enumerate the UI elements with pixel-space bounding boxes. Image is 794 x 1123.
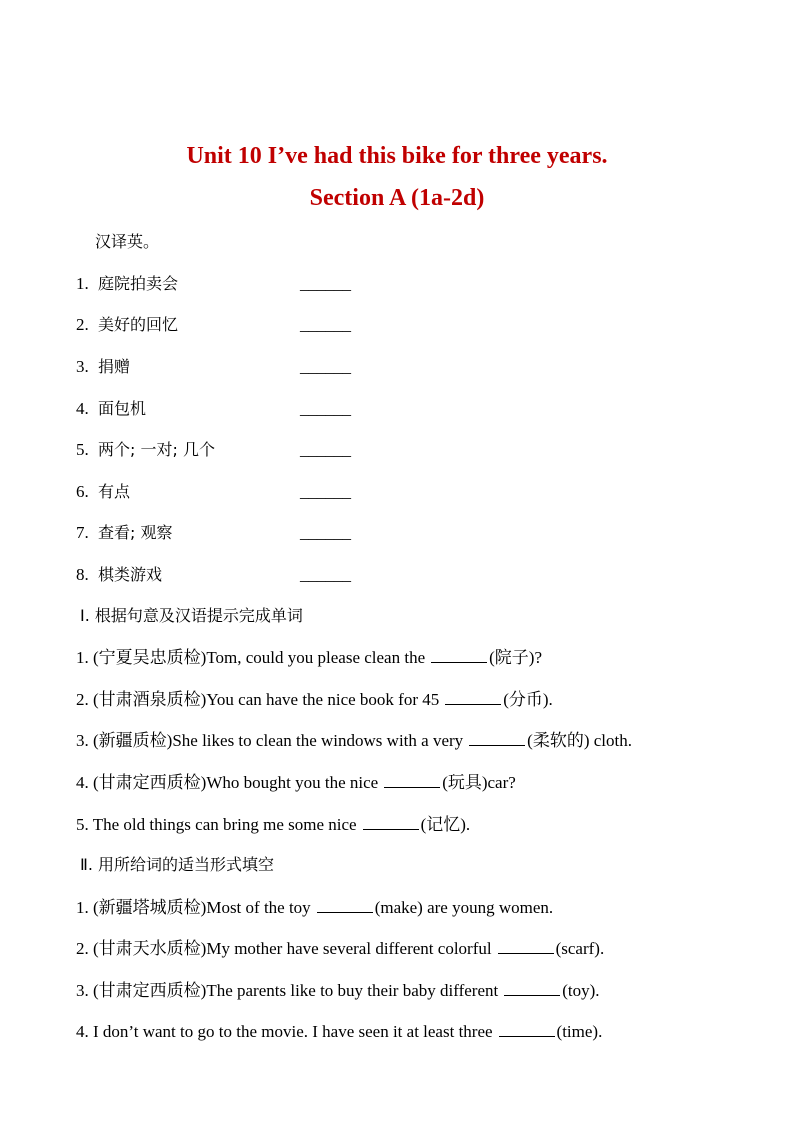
section2-item bbox=[76, 939, 604, 959]
answer-blank[interactable]: ______ bbox=[300, 315, 351, 334]
item-hint: (院子)? bbox=[489, 648, 542, 667]
vocab-item bbox=[76, 482, 130, 502]
section1-item bbox=[76, 815, 470, 835]
item-prompt: 4. (甘肃定西质检)Who bought you the nice bbox=[76, 773, 379, 792]
item-number: 5. bbox=[76, 440, 89, 459]
answer-blank[interactable]: ______ bbox=[300, 482, 351, 501]
section2-heading: Ⅱ. 用所给词的适当形式填空 bbox=[80, 855, 275, 874]
section2-item bbox=[76, 1022, 602, 1042]
answer-blank[interactable] bbox=[445, 690, 501, 705]
vocab-item bbox=[76, 523, 172, 543]
item-prompt: 1. (宁夏吴忠质检)Tom, could you please clean the bbox=[76, 648, 426, 667]
vocab-item bbox=[76, 399, 146, 419]
item-text: 棋类游戏 bbox=[98, 565, 163, 584]
item-hint: (make) are young women. bbox=[374, 898, 554, 917]
item-number: 6. bbox=[76, 482, 89, 501]
answer-blank[interactable] bbox=[499, 1022, 555, 1037]
item-number: 8. bbox=[76, 565, 89, 584]
item-prompt: 2. (甘肃天水质检)My mother have several different colorful bbox=[76, 939, 492, 958]
section1-item bbox=[76, 731, 632, 751]
answer-blank[interactable] bbox=[504, 981, 560, 996]
section1-item bbox=[76, 648, 542, 668]
answer-blank[interactable]: ______ bbox=[300, 399, 351, 418]
item-prompt: 2. (甘肃酒泉质检)You can have the nice book for 45 bbox=[76, 690, 440, 709]
page-title-line1: Unit 10 I’ve had this bike for three years. bbox=[186, 143, 608, 169]
answer-blank[interactable]: ______ bbox=[300, 274, 351, 293]
section1-item bbox=[76, 690, 553, 710]
item-number: 1. bbox=[76, 274, 89, 293]
item-number: 4. bbox=[76, 399, 89, 418]
item-text: 有点 bbox=[98, 482, 131, 501]
item-hint: (柔软的) cloth. bbox=[527, 731, 632, 750]
answer-blank[interactable]: ______ bbox=[300, 440, 351, 459]
item-text: 美好的回忆 bbox=[98, 315, 179, 334]
item-hint: (scarf). bbox=[555, 939, 605, 958]
item-hint: (toy). bbox=[562, 981, 600, 1000]
item-text: 捐赠 bbox=[98, 357, 131, 376]
section2-item bbox=[76, 981, 600, 1001]
item-hint: (玩具)car? bbox=[442, 773, 516, 792]
answer-blank[interactable] bbox=[498, 939, 554, 954]
answer-blank[interactable]: ______ bbox=[300, 357, 351, 376]
vocab-item bbox=[76, 440, 215, 460]
vocab-item bbox=[76, 315, 178, 335]
section2-item bbox=[76, 898, 553, 918]
vocab-item bbox=[76, 274, 178, 294]
item-prompt: 1. (新疆塔城质检)Most of the toy bbox=[76, 898, 311, 917]
item-text: 两个; 一对; 几个 bbox=[98, 440, 215, 459]
answer-blank[interactable] bbox=[431, 648, 487, 663]
page-title-line2: Section A (1a-2d) bbox=[309, 185, 485, 211]
item-text: 查看; 观察 bbox=[98, 523, 173, 542]
answer-blank[interactable]: ______ bbox=[300, 523, 351, 542]
item-number: 2. bbox=[76, 315, 89, 334]
item-prompt: 3. (新疆质检)She likes to clean the windows with a very bbox=[76, 731, 464, 750]
vocab-item bbox=[76, 357, 130, 377]
answer-blank[interactable] bbox=[469, 731, 525, 746]
item-hint: (记忆). bbox=[420, 815, 471, 834]
item-number: 3. bbox=[76, 357, 89, 376]
item-number: 7. bbox=[76, 523, 89, 542]
item-hint: (time). bbox=[556, 1022, 603, 1041]
answer-blank[interactable] bbox=[384, 773, 440, 788]
section0-heading: 汉译英。 bbox=[95, 232, 160, 251]
answer-blank[interactable] bbox=[363, 815, 419, 830]
item-prompt: 5. The old things can bring me some nice bbox=[76, 815, 357, 834]
answer-blank[interactable] bbox=[317, 898, 373, 913]
item-text: 面包机 bbox=[98, 399, 147, 418]
section1-item bbox=[76, 773, 516, 793]
answer-blank[interactable]: ______ bbox=[300, 565, 351, 584]
item-text: 庭院拍卖会 bbox=[98, 274, 179, 293]
item-prompt: 4. I don’t want to go to the movie. I have seen it at least three bbox=[76, 1022, 493, 1041]
item-hint: (分币). bbox=[503, 690, 553, 709]
section1-heading: Ⅰ. 根据句意及汉语提示完成单词 bbox=[80, 606, 303, 625]
item-prompt: 3. (甘肃定西质检)The parents like to buy their baby different bbox=[76, 981, 499, 1000]
vocab-item bbox=[76, 565, 162, 585]
